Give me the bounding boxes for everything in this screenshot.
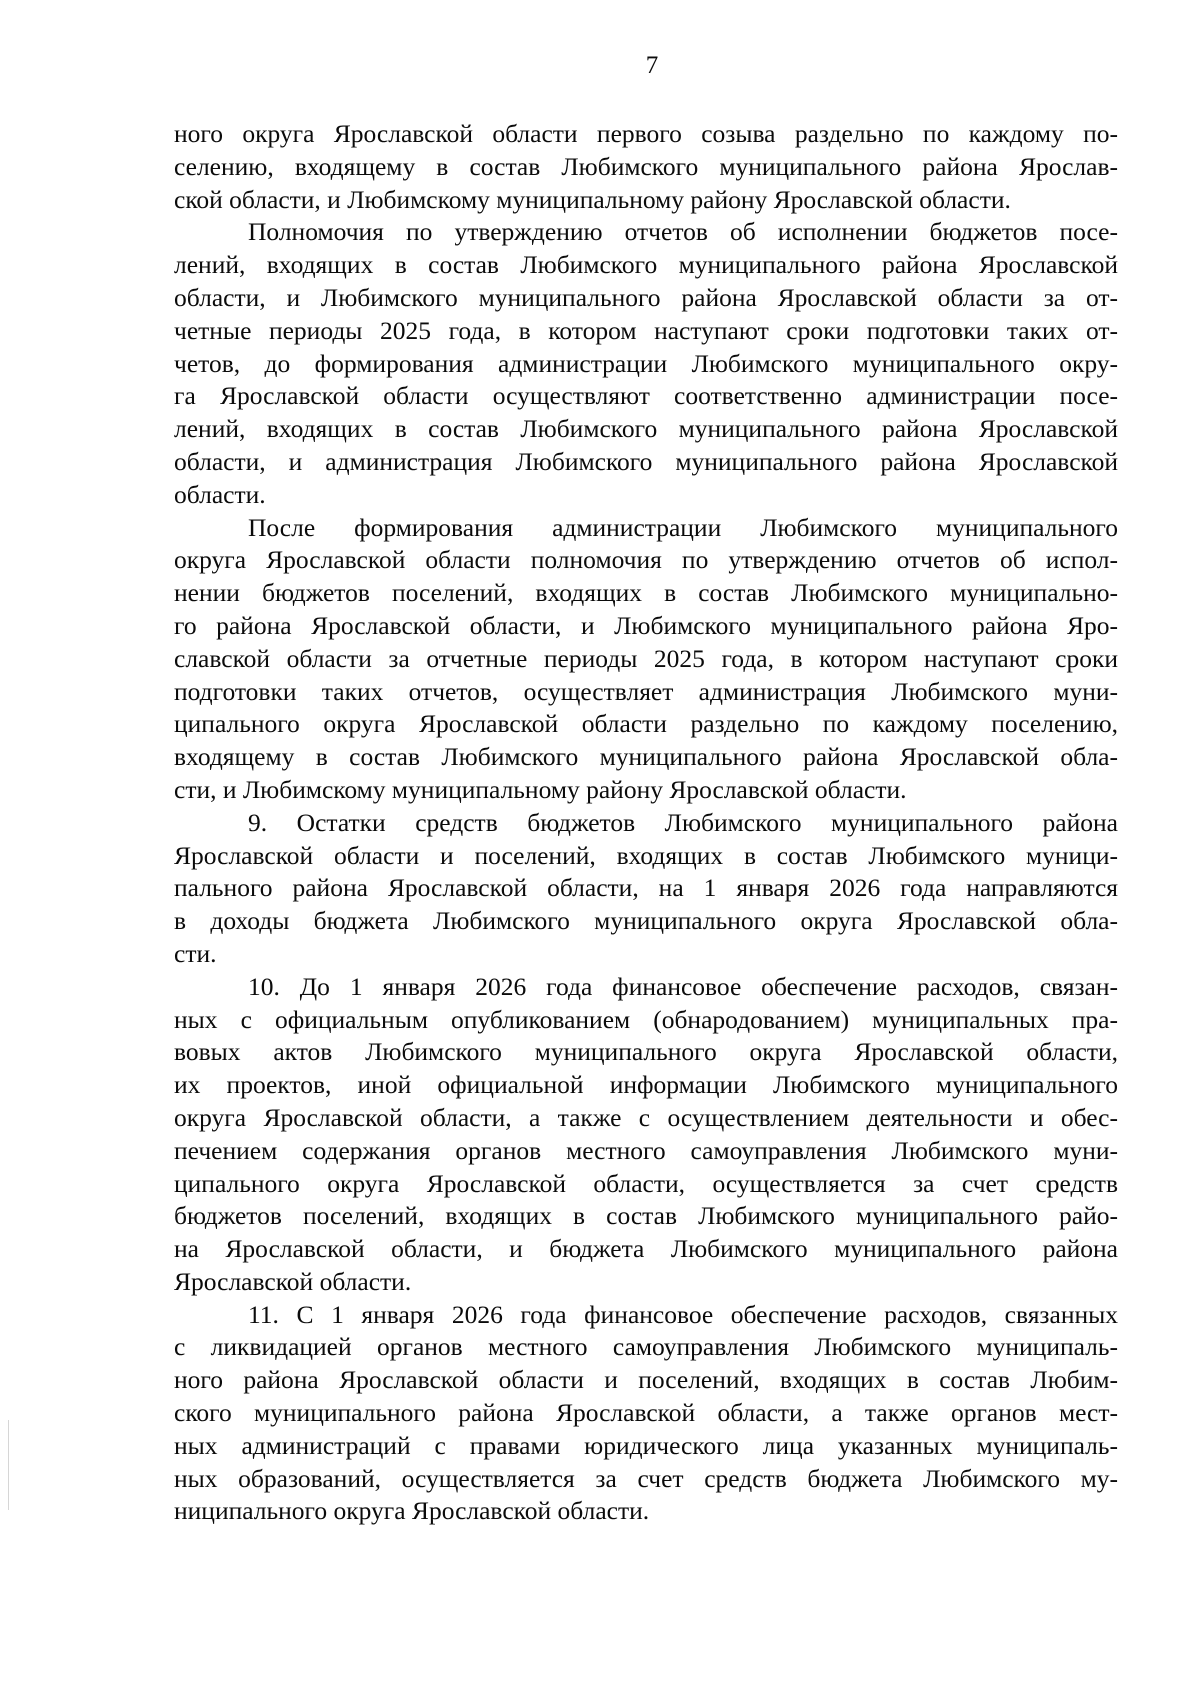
document-body [174,118,1118,1528]
text-line: ципального округа Ярославской области, осуществляется за счет средств [174,1168,1118,1198]
text-line: входящему в состав Любимского муниципального района Ярославской обла- [174,742,1118,772]
text-line: нении бюджетов поселений, входящих в состав Любимского муниципально- [174,578,1118,608]
text-line: ного округа Ярославской области первого созыва раздельно по каждому по- [174,119,1118,148]
text-line: округа Ярославской области полномочия по утверждению отчетов об испол- [174,545,1118,575]
text-line: Ярославской области. [174,1266,412,1296]
text-line: ципального округа Ярославской области раздельно по каждому поселению, [174,709,1118,739]
paragraph-item-10 [174,971,1118,1299]
text-line: ниципального округа Ярославской области. [174,1496,650,1526]
text-line: ных образований, осуществляется за счет средств бюджета Любимского му- [174,1463,1118,1493]
text-line: Полномочия по утверждению отчетов об исполнении бюджетов посе- [248,217,1118,247]
text-line: Ярославской области и поселений, входящих в состав Любимского муници- [174,840,1118,870]
text-line: ской области, и Любимскому муниципальному району Ярославской области. [174,184,1011,214]
text-line: печением содержания органов местного самоуправления Любимского муни- [174,1135,1118,1165]
text-line: четные периоды 2025 года, в котором наступают сроки подготовки таких от- [174,315,1118,345]
scan-edge-mark [8,1420,9,1510]
text-line: ных с официальным опубликованием (обнародованием) муниципальных пра- [174,1004,1118,1034]
paragraph-continuation [174,118,1118,216]
text-line: После формирования администрации Любимского муниципального [248,512,1118,542]
paragraph-item-9 [174,807,1118,971]
text-line: лений, входящих в состав Любимского муниципального района Ярославской [174,250,1118,280]
text-line: бюджетов поселений, входящих в состав Любимского муниципального райо- [174,1201,1118,1231]
text-line: вовых актов Любимского муниципального округа Ярославской области, [174,1037,1118,1067]
text-line: ского муниципального района Ярославской области, а также органов мест- [174,1398,1118,1428]
text-line: четов, до формирования администрации Любимского муниципального окру- [174,348,1118,378]
text-line: лений, входящих в состав Любимского муниципального района Ярославской [174,414,1118,444]
paragraph-item-11 [174,1299,1118,1529]
text-line: сти. [174,938,217,968]
text-line: ных администраций с правами юридического лица указанных муниципаль- [174,1430,1118,1460]
text-line: го района Ярославской области, и Любимского муниципального района Яро- [174,610,1118,640]
text-line: 10. До 1 января 2026 года финансовое обеспечение расходов, связан- [248,971,1118,1001]
paragraph-reporting-authority [174,216,1118,511]
text-line: славской области за отчетные периоды 2025 года, в котором наступают сроки [174,643,1118,673]
text-line: области, и администрация Любимского муниципального района Ярославской [174,446,1118,476]
text-line: на Ярославской области, и бюджета Любимского муниципального района [174,1234,1118,1264]
text-line: ного района Ярославской области и поселений, входящих в состав Любим- [174,1365,1118,1395]
text-line: 9. Остатки средств бюджетов Любимского муниципального района [248,807,1118,837]
text-line: области. [174,479,266,509]
text-line: в доходы бюджета Любимского муниципального округа Ярославской обла- [174,906,1118,936]
text-line: подготовки таких отчетов, осуществляет администрация Любимского муни- [174,676,1118,706]
text-line: селению, входящему в состав Любимского муниципального района Ярослав- [174,151,1118,181]
text-line: их проектов, иной официальной информации Любимского муниципального [174,1070,1118,1100]
text-line: области, и Любимского муниципального района Ярославской области за от- [174,282,1118,312]
text-line: округа Ярославской области, а также с осуществлением деятельности и обес- [174,1102,1118,1132]
text-line: сти, и Любимскому муниципальному району Ярославской области. [174,774,907,804]
page-number: 7 [645,52,659,79]
text-line: с ликвидацией органов местного самоуправления Любимского муниципаль- [174,1332,1118,1362]
text-line: га Ярославской области осуществляют соответственно администрации посе- [174,381,1118,411]
text-line: 11. С 1 января 2026 года финансовое обеспечение расходов, связанных [248,1299,1118,1329]
paragraph-after-formation [174,512,1118,807]
text-line: пального района Ярославской области, на 1 января 2026 года направляются [174,873,1118,903]
